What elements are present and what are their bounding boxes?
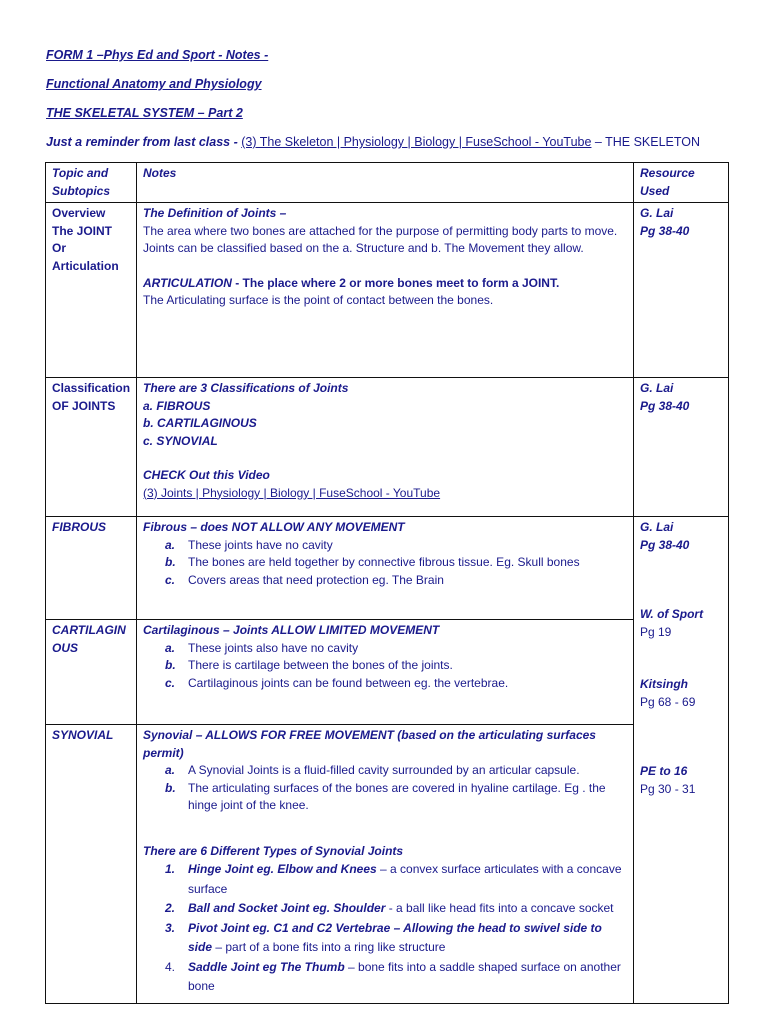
resource-book: G. Lai xyxy=(640,520,674,534)
list-item xyxy=(143,572,628,590)
topic-line: Overview xyxy=(52,206,106,220)
joint-type-desc: – part of a bone fits into a ring like structure xyxy=(212,940,446,954)
notes-cartilaginous xyxy=(137,620,634,725)
list-marker: b. xyxy=(165,658,176,672)
resource-pages: Pg 38-40 xyxy=(640,223,690,238)
list-item xyxy=(143,958,628,997)
resource-pages: Pg 19 xyxy=(640,624,672,639)
notes-synovial xyxy=(137,725,634,1004)
list-marker: 3. xyxy=(165,920,176,935)
topic-fibrous: FIBROUS xyxy=(46,517,137,620)
list-item xyxy=(143,860,628,899)
list-item xyxy=(143,640,628,658)
list-item xyxy=(143,762,628,780)
notes-classification xyxy=(137,378,634,517)
resource-pages: Pg 38-40 xyxy=(640,537,690,552)
classification-item: a. FIBROUS xyxy=(143,398,211,413)
joint-type-desc: - a ball like head fits into a concave socket xyxy=(385,901,614,915)
classified-text: Joints can be classified based on the a. Structure and b. The Movement they allow. xyxy=(143,241,584,255)
resource-pages: Pg 38-40 xyxy=(640,398,690,413)
articulation-label: ARTICULATION xyxy=(143,275,232,290)
list-text: Covers areas that need protection eg. The Brain xyxy=(188,572,444,587)
list-marker: a. xyxy=(165,537,176,552)
check-video-text: CHECK Out this Video xyxy=(143,468,270,482)
fibrous-title: Fibrous – does NOT ALLOW ANY MOVEMENT xyxy=(143,520,405,534)
header-resource: Resource Used xyxy=(634,163,729,203)
header-topic: Topic and Subtopics xyxy=(46,163,137,203)
joints-video-link[interactable]: (3) Joints | Physiology | Biology | FuseSchool - YouTube xyxy=(143,485,441,500)
topic-line: Articulation xyxy=(52,258,119,273)
classification-item: c. SYNOVIAL xyxy=(143,433,218,448)
joint-type-desc: – bone fits into a saddle shaped surface on another bone xyxy=(188,959,621,993)
resource-book: Kitsingh xyxy=(640,677,688,691)
joint-type-name: Ball and Socket Joint eg. Shoulder xyxy=(188,901,386,915)
notes-overview xyxy=(137,203,634,378)
list-text: There is cartilage between the bones of the joints. xyxy=(188,658,453,672)
list-text: The bones are held together by connective fibrous tissue. Eg. Skull bones xyxy=(188,555,580,569)
joint-type-name: Saddle Joint eg The Thumb xyxy=(188,959,345,974)
list-item xyxy=(143,899,628,919)
subject-title: Functional Anatomy and Physiology xyxy=(46,77,262,91)
topic-line: Or xyxy=(52,241,67,255)
list-marker: a. xyxy=(165,763,176,777)
header-notes: Notes xyxy=(137,163,634,203)
notes-fibrous xyxy=(137,517,634,620)
topic-line: CARTILAGIN xyxy=(52,623,126,637)
definition-title: The Definition of Joints – xyxy=(143,206,287,220)
table-row-cartilaginous xyxy=(46,620,729,725)
topic-line: OF JOINTS xyxy=(52,398,116,413)
list-item xyxy=(143,554,628,572)
list-text: These joints also have no cavity xyxy=(188,640,359,655)
list-marker: a. xyxy=(165,640,176,655)
list-item xyxy=(143,657,628,675)
topic-classification xyxy=(46,378,137,517)
joint-type-name: Hinge Joint eg. Elbow and Knees xyxy=(188,862,377,876)
topic-line: The JOINT xyxy=(52,223,113,238)
list-marker: 4. xyxy=(165,959,176,974)
list-marker: b. xyxy=(165,555,176,569)
table-row-fibrous xyxy=(46,517,729,620)
resource-book: G. Lai xyxy=(640,206,674,220)
list-marker: c. xyxy=(165,572,176,587)
cartilaginous-title: Cartilaginous – Joints ALLOW LIMITED MOVEMENT xyxy=(143,623,440,637)
list-text: Cartilaginous joints can be found between eg. the vertebrae. xyxy=(188,675,509,690)
classification-item: b. CARTILAGINOUS xyxy=(143,416,257,430)
list-marker: 1. xyxy=(165,862,176,876)
articulating-surface-text: The Articulating surface is the point of contact between the bones. xyxy=(143,293,494,307)
list-marker: b. xyxy=(165,780,176,795)
table-row-synovial xyxy=(46,725,729,1004)
articulation-def: - The place where 2 or more bones meet to form a JOINT. xyxy=(231,275,560,290)
list-text: These joints have no cavity xyxy=(188,537,333,552)
list-text: A Synovial Joints is a fluid-filled cavity surrounded by an articular capsule. xyxy=(188,763,580,777)
reminder-line xyxy=(46,135,700,149)
reminder-suffix: – THE SKELETON xyxy=(591,135,701,149)
resource-book: W. of Sport xyxy=(640,607,704,621)
list-item xyxy=(143,537,628,555)
list-item xyxy=(143,675,628,693)
synovial-title: Synovial – ALLOWS FOR FREE MOVEMENT (based on the articulating surfaces permit) xyxy=(143,728,596,760)
joint-type-desc: – a convex surface articulates with a concave surface xyxy=(188,862,622,896)
topic-overview xyxy=(46,203,137,378)
reminder-prefix: Just a reminder from last class - xyxy=(46,135,242,149)
form-title: FORM 1 –Phys Ed and Sport - Notes - xyxy=(46,48,269,62)
resource-pages: Pg 30 - 31 xyxy=(640,781,696,796)
resource-pages: Pg 68 - 69 xyxy=(640,694,696,709)
definition-text: The area where two bones are attached for the purpose of permitting body parts to move. xyxy=(143,223,618,238)
resource-book: PE to 16 xyxy=(640,764,688,778)
list-item xyxy=(143,780,628,815)
table-row-overview xyxy=(46,203,729,378)
classification-title: There are 3 Classifications of Joints xyxy=(143,381,349,395)
resource-joint-types xyxy=(634,517,729,1004)
resource-classification xyxy=(634,378,729,517)
resource-overview xyxy=(634,203,729,378)
topic-synovial: SYNOVIAL xyxy=(46,725,137,1004)
list-item xyxy=(143,919,628,958)
list-text: The articulating surfaces of the bones are covered in hyaline cartilage. Eg . the hinge joint of the knee. xyxy=(188,780,606,812)
topic-line: OUS xyxy=(52,640,79,655)
list-marker: 2. xyxy=(165,901,176,915)
list-marker: c. xyxy=(165,675,176,690)
synovial-types-title: There are 6 Different Types of Synovial Joints xyxy=(143,843,404,858)
topic-line: Classification xyxy=(52,381,131,395)
resource-book: G. Lai xyxy=(640,381,674,395)
topic-cartilaginous xyxy=(46,620,137,725)
table-header-row xyxy=(46,163,729,203)
skeleton-video-link[interactable]: (3) The Skeleton | Physiology | Biology | FuseSchool - YouTube xyxy=(241,135,592,149)
section-title: THE SKELETAL SYSTEM – Part 2 xyxy=(46,106,243,120)
table-row-classification xyxy=(46,378,729,517)
articulation-definition xyxy=(143,275,628,293)
joint-type-name: Pivot Joint eg. C1 and C2 Vertebrae – Allowing the head to swivel side to side xyxy=(188,920,602,954)
notes-table xyxy=(45,162,729,1004)
